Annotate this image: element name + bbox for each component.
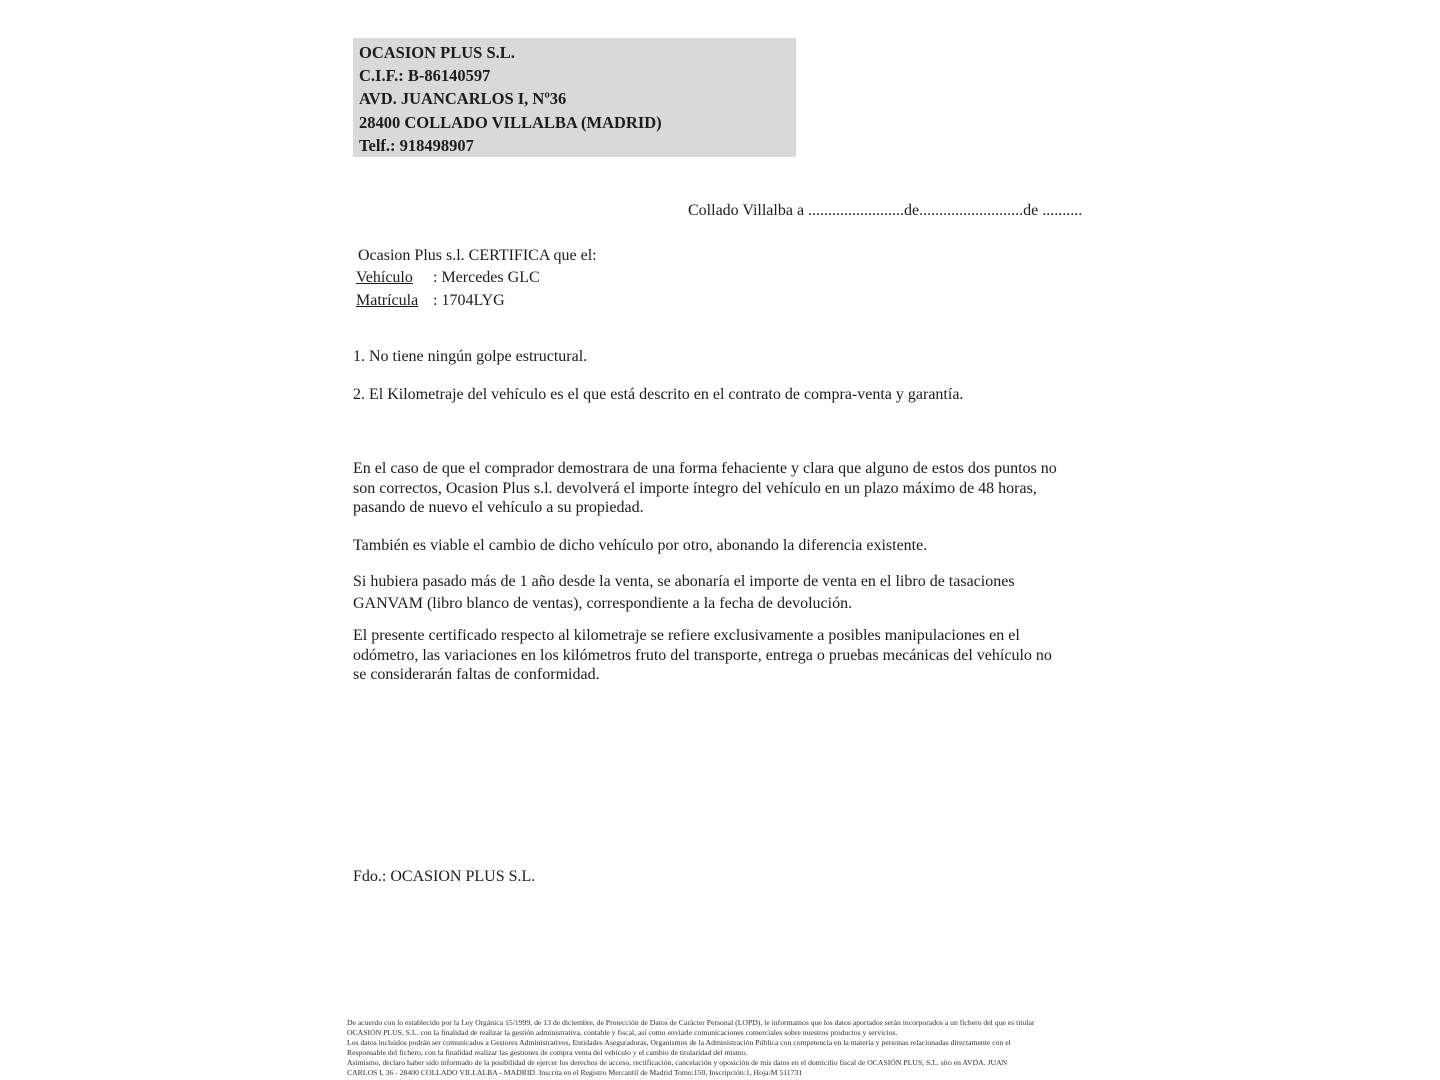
paragraph-line: En el caso de que el comprador demostrara de una forma fehaciente y clara que alguno de estos dos puntos no <box>353 460 1057 477</box>
company-phone: Telf.: 918498907 <box>359 135 474 155</box>
paragraph-exchange <box>353 536 927 556</box>
company-cif: C.I.F.: B-86140597 <box>359 66 491 86</box>
plate-value: : 1704LYG <box>433 291 505 309</box>
legal-line: Los datos incluidos podrán ser comunicados a Gestores Administrativos, Entidades Aseguradoras, Organismos de la Administración Pública con competencia en la materia y personas relacionadas directamente con el <box>347 1037 1011 1047</box>
legal-line: De acuerdo con lo establecido por la Ley Orgánica 15/1999, de 13 de diciembre, de Protección de Datos de Carácter Personal (LOPD), le informamos que los datos aportados serán incorporados a un fichero del que es titular <box>347 1018 1035 1027</box>
point-1: 1. No tiene ningún golpe estructural. <box>353 348 588 365</box>
certification-block <box>356 245 597 312</box>
paragraph-line: son correctos, Ocasion Plus s.l. devolverá el importe íntegro del vehículo en un plazo máximo de 48 horas, <box>353 479 1037 497</box>
paragraph-odometer <box>353 626 1052 685</box>
company-name: OCASION PLUS S.L. <box>359 43 515 62</box>
paragraph-ganvam <box>353 571 1015 614</box>
plate-row <box>356 290 597 313</box>
paragraph-line: Si hubiera pasado más de 1 año desde la venta, se abonaría el importe de venta en el libro de tasaciones <box>353 573 1015 590</box>
company-header-box <box>353 38 796 157</box>
vehicle-value: : Mercedes GLC <box>433 269 540 286</box>
legal-line: Responsable del fichero, con la finalidad realizar las gestiones de compra venta del vehículo y el cambio de titularidad del mismo. <box>347 1047 748 1057</box>
plate-label: Matrícula <box>356 291 419 309</box>
signature-line: Fdo.: OCASION PLUS S.L. <box>353 868 536 885</box>
legal-line: CARLOS I, 36 - 28400 COLLADO VILLALBA - MADRID. Inscrita en el Registro Mercantil de Madrid Tomo:150, Inscripción:1, Hoja:M 511731 <box>347 1067 803 1077</box>
vehicle-row <box>356 267 597 290</box>
paragraph-line: odómetro, las variaciones en los kilómetros fruto del transporte, entrega o pruebas mecánicas del vehículo no <box>353 646 1052 664</box>
company-city: 28400 COLLADO VILLALBA (MADRID) <box>359 112 662 132</box>
point-2: 2. El Kilometraje del vehículo es el que está descrito en el contrato de compra-venta y garantía. <box>353 386 964 403</box>
certification-intro: Ocasion Plus s.l. CERTIFICA que el: <box>358 247 597 264</box>
legal-line: Asimismo, declaro haber sido informado de la posibilidad de ejercer los derechos de acceso, rectificación, cancelación y oposición de mis datos en el domicilio fiscal de OCASIÓN PLUS, S.L. sito en AVDA. JUAN <box>347 1057 1008 1067</box>
legal-line: OCASIÓN PLUS, S.L. con la finalidad de realizar la gestión administrativa, contable y fiscal, así como enviarle comunicaciones comerciales sobre nuestros productos y servicios. <box>347 1027 898 1037</box>
paragraph-refund <box>353 459 1057 518</box>
date-line: Collado Villalba a ........................de..........................de .......... <box>688 202 1083 219</box>
paragraph-line: El presente certificado respecto al kilometraje se refiere exclusivamente a posibles manipulaciones en el <box>353 627 1020 644</box>
paragraph-line: pasando de nuevo el vehículo a su propiedad. <box>353 499 644 517</box>
paragraph-line: se considerarán faltas de conformidad. <box>353 666 600 684</box>
legal-notice <box>347 1018 1034 1077</box>
paragraph-line: También es viable el cambio de dicho vehículo por otro, abonando la diferencia existente. <box>353 537 928 554</box>
company-address: AVD. JUANCARLOS I, Nº36 <box>359 89 567 109</box>
paragraph-line: GANVAM (libro blanco de ventas), correspondiente a la fecha de devolución. <box>353 594 853 612</box>
vehicle-label: Vehículo <box>356 269 413 286</box>
